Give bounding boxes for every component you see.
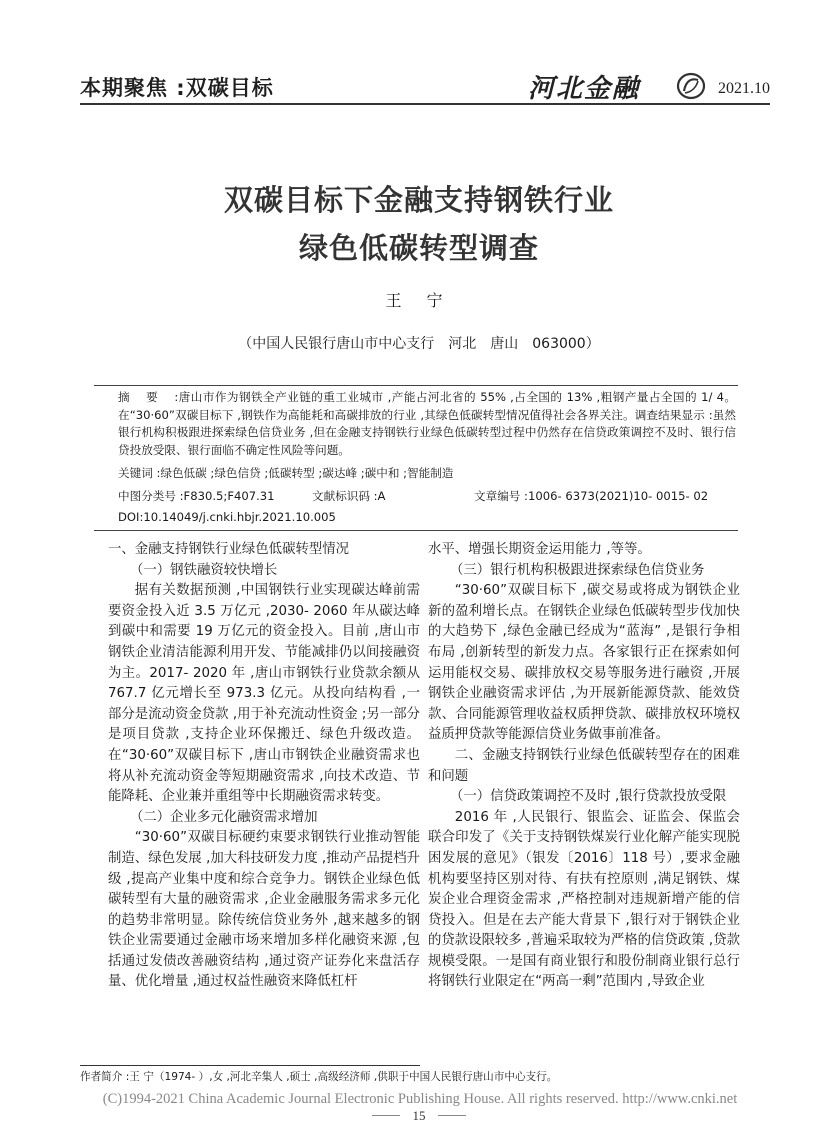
body-paragraph: 2016 年 ,人民银行、银监会、证监会、保监会联合印发了《关于支持钢铁煤炭行业化解产能实现脱困发展的意见》（银发〔2016〕118 号）,要求金融机构要坚持区别对待、有扶有控原则 ,满足钢铁、煤炭企业合理资金需求 ,严格控制对违规新增产能的信贷投入。但是在去产能大背景下 ,银行对于钢铁企业的贷款设限较多 ,普遍采取较为严格的信贷政策 ,贷款规模受限。一是国有商业银行和股份制商业银行总行将钢铁行业限定在“两高一剩”范围内 ,导致企业 — [428, 809, 740, 990]
body-paragraph: “30·60”双碳目标下 ,碳交易或将成为钢铁企业新的盈利增长点。在钢铁企业绿色低碳转型步伐加快的大趋势下 ,绿色金融已经成为“蓝海” ,是银行争相布局 ,创新转型的新发力点。各家银行正在探索如何运用能权交易、碳排放权交易等服务进行融资 ,开展钢铁企业融资需求评估 ,为开展新能源贷款、能效贷款、合同能源管理收益权质押贷款、碳排放权环境权益质押贷款等能源信贷业务做事前准备。 — [428, 583, 740, 743]
footnote-rule — [80, 1065, 420, 1066]
section-heading: 一、金融支持钢铁行业绿色低碳转型情况 — [108, 542, 350, 557]
article-title-line-2: 绿色低碳转型调查 — [298, 231, 539, 265]
article-title-line-1: 双碳目标下金融支持钢铁行业 — [223, 183, 614, 217]
body-paragraph: “30·60”双碳目标硬约束要求钢铁行业推动智能制造、绿色发展 ,加大科技研发力度 ,推动产品提档升级 ,提高产业集中度和综合竞争力。钢铁企业绿色低碳转型有大量的融资需求 ,企业金融服务需求多元化的趋势非常明显。除传统信贷业务外 ,越来越多的钢铁企业需要通过金融市场来增加多样化融资来源 ,包括通过发债改善融资结构 ,通过资产证券化来盘活存量、优化增量 ,通过权益性融资来降低杠杆 — [108, 830, 420, 990]
keywords: 关键词 :绿色低碳 ;绿色信贷 ;低碳转型 ;碳达峰 ;碳中和 ;智能制造 — [118, 466, 454, 480]
running-header — [80, 72, 770, 106]
document-code: 文献标识码 :A — [312, 489, 386, 503]
header-divider — [80, 103, 770, 105]
abstract-text: :唐山市作为钢铁全产业链的重工业城市 ,产能占河北省的 55% ,占全国的 13% ,粗钢产量占全国的 1/ 4。在“30·60”双碳目标下 ,钢铁作为高能耗和高碳排放的行业 ,其绿色低碳转型情况值得社会各界关注。调查结果显示 :虽然银行机构积极跟进探索绿色信贷业务 ,但在金融支持钢铁行业绿色低碳转型过程中仍然存在信贷政策调控不及时、银行信贷投放受限、银行面临不确定性风险等问题。 — [118, 390, 736, 457]
page-number: 15 — [412, 1108, 426, 1123]
body-column-left — [108, 540, 420, 993]
journal-emblem-icon — [676, 72, 706, 100]
clc-number: 中图分类号 :F830.5;F407.31 — [118, 489, 275, 503]
abstract-bottom-rule — [94, 530, 738, 531]
subsection-heading: （三）银行机构积极跟进探索绿色信贷业务 — [450, 562, 705, 578]
author-name: 王 宁 — [385, 291, 453, 310]
doi: DOI:10.14049/j.cnki.hbjr.2021.10.005 — [118, 510, 336, 524]
body-paragraph: 水平、增强长期资金运用能力 ,等等。 — [428, 542, 651, 557]
subsection-heading: （一）信贷政策调控不及时 ,银行贷款投放受限 — [450, 789, 727, 805]
page-number-rule-right — [438, 1115, 466, 1116]
journal-logo: 河北金融 — [528, 74, 641, 104]
abstract — [118, 389, 736, 459]
subsection-heading: （二）企业多元化融资需求增加 — [130, 809, 318, 825]
author-affiliation: （中国人民银行唐山市中心支行 河北 唐山 063000） — [238, 336, 600, 352]
article-number: 文章编号 :1006- 6373(2021)10- 0015- 02 — [474, 489, 709, 503]
section-title: 本期聚焦 :双碳目标 — [80, 76, 274, 100]
abstract-label: 摘 要 — [118, 390, 175, 404]
abstract-top-rule — [94, 385, 738, 386]
issue-date: 2021.10 — [718, 80, 770, 97]
body-paragraph: 据有关数据预测 ,中国钢铁行业实现碳达峰前需要资金投入近 3.5 万亿元 ,2030- 2060 年从碳达峰到碳中和需要 19 万亿元的资金投入。目前 ,唐山市钢铁企业清洁能源利用开发、节能减排仍以间接融资为主。2017- 2020 年 ,唐山市钢铁行业贷款余额从 767.7 亿元增长至 973.3 亿元。从投向结构看 ,一部分是流动资金贷款 ,用于补充流动性资金 ;另一部分是项目贷款 ,支持企业环保搬迁、绿色升级改造。在“30·60”双碳目标下 ,唐山市钢铁企业融资需求也将从补充流动资金等短期融资需求 ,向技术改造、节能降耗、企业兼并重组等中长期融资需求转变。 — [108, 583, 420, 805]
body-column-right — [428, 540, 740, 993]
section-heading: 二、金融支持钢铁行业绿色低碳转型存在的困难和问题 — [428, 747, 740, 784]
copyright-notice: (C)1994-2021 China Academic Journal Electronic Publishing House. All rights reserved. http://www.cnki.net — [102, 1091, 738, 1107]
subsection-heading: （一）钢铁融资较快增长 — [130, 562, 278, 578]
author-footnote: 作者简介 :王 宁（1974- ）,女 ,河北辛集人 ,硕士 ,高级经济师 ,供职于中国人民银行唐山市中心支行。 — [80, 1071, 558, 1083]
